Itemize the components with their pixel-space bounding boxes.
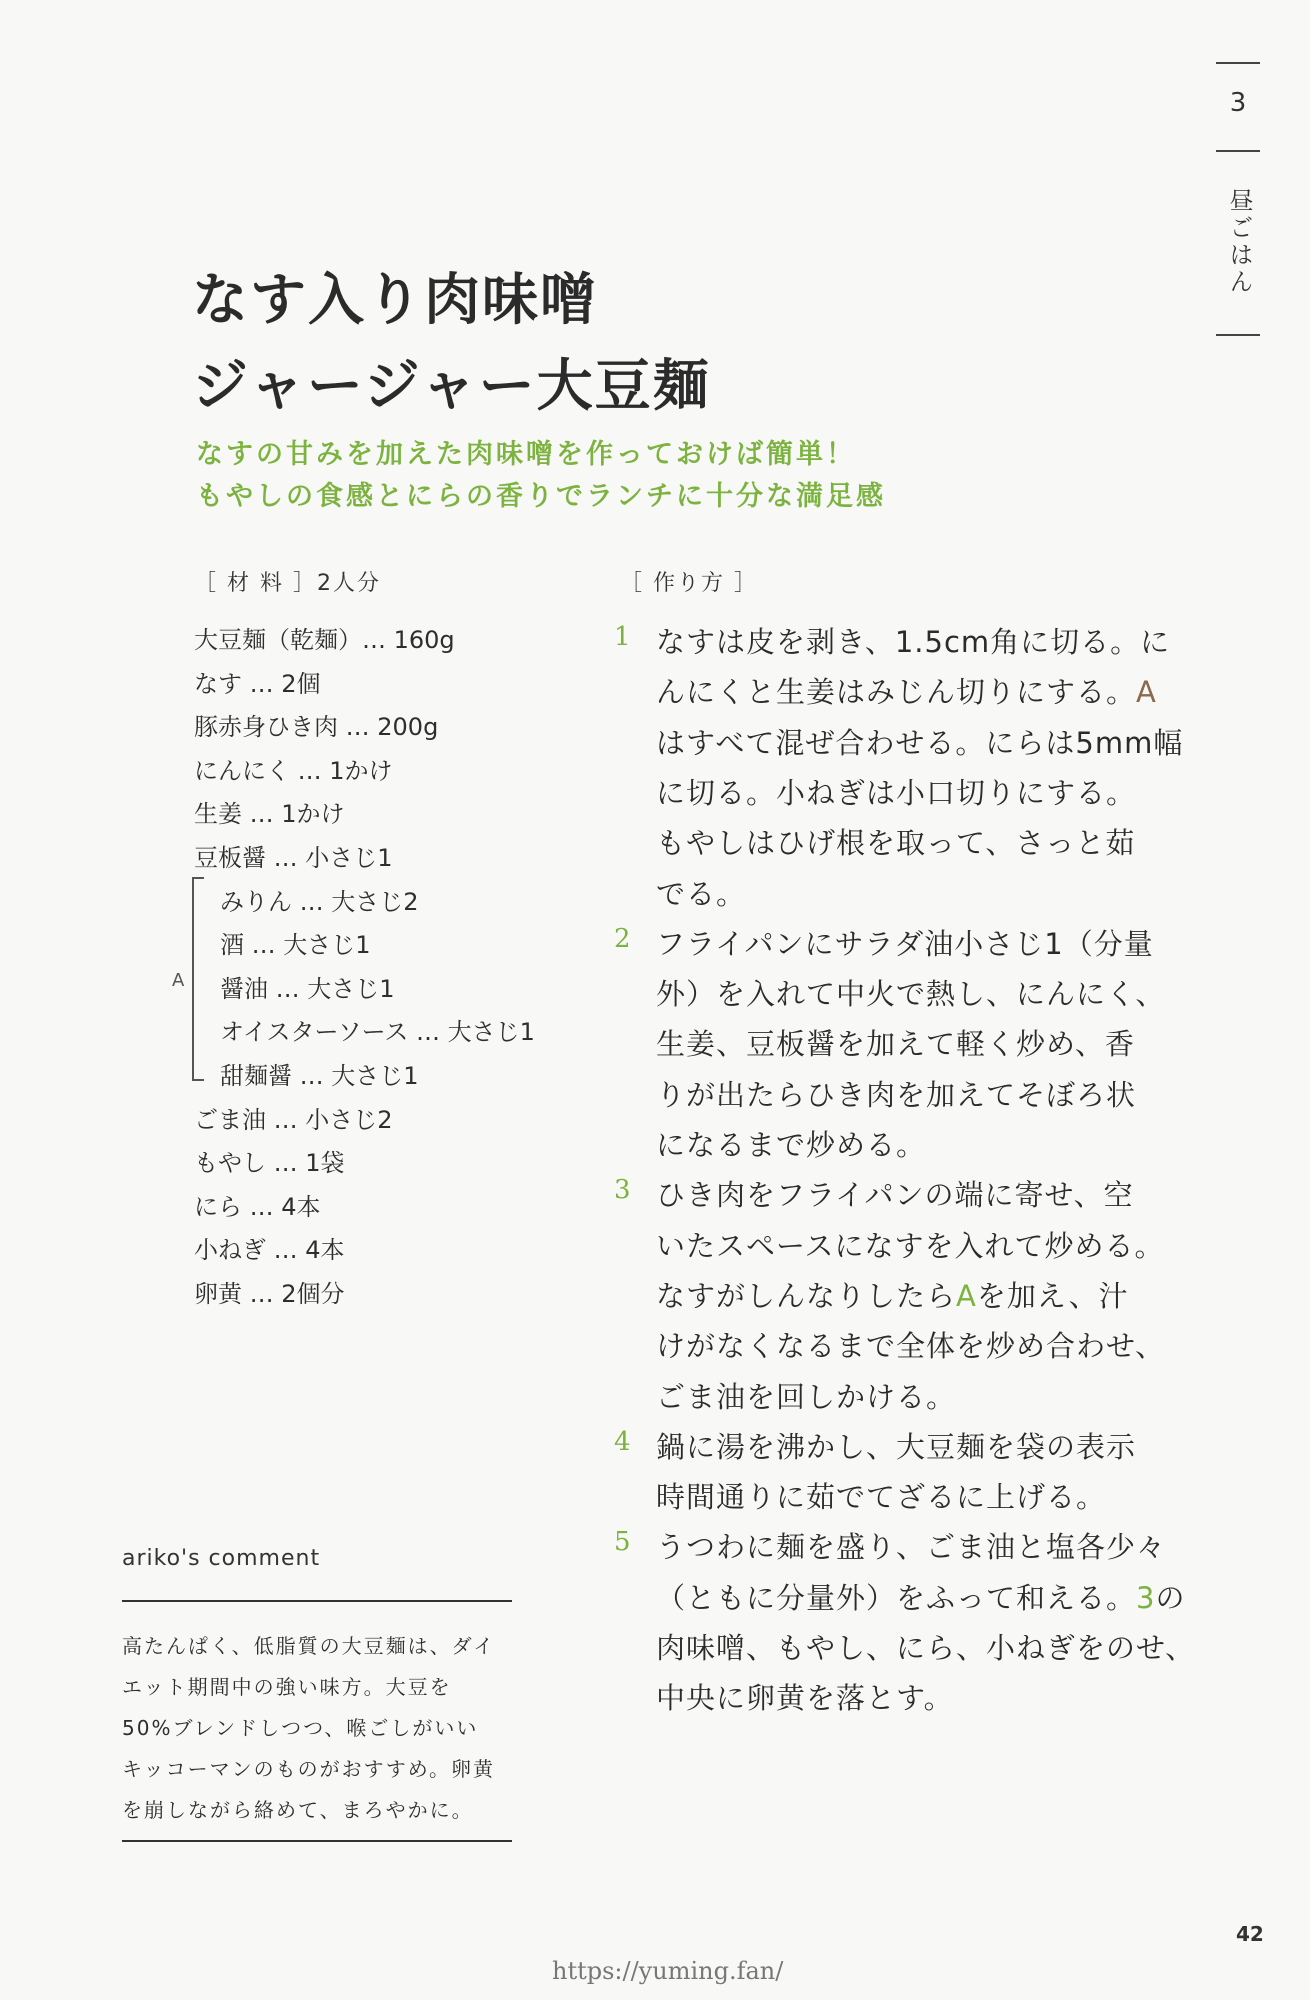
step-text-line: なすがしんなりしたらAを加え、汁 [656,1278,1129,1313]
step-text-line: 中央に卵黄を落とす。 [656,1681,954,1716]
step-text-line: りが出たらひき肉を加えてそぼろ状 [656,1077,1137,1112]
recipe-title-line-1: なす入り肉味噌 [192,268,598,333]
watermark-url: https://yuming.fan/ [552,1957,784,1985]
comment-line: を崩しながら絡めて、まろやかに。 [122,1798,474,1822]
chapter-label: 昼ごはん [1225,188,1253,296]
ingredient-item: 生姜 … 1かけ [194,800,345,829]
ingredients-heading: ［ 材 料 ］2人分 [194,571,381,596]
recipe-title-line-2: ジャージャー大豆麺 [192,354,711,419]
comment-line: 50%ブレンドしつつ、喉ごしがいい [122,1716,479,1740]
step-text-line: に切る。小ねぎは小口切りにする。 [656,775,1137,810]
ingredient-item: なす … 2個 [194,669,321,698]
step-text-line: ひき肉をフライパンの端に寄せ、空 [656,1178,1134,1213]
ingredient-item: 醤油 … 大さじ1 [220,974,395,1003]
chapter-rule-bottom [1216,334,1260,336]
chapter-rule-top [1216,62,1260,64]
comment-line: 高たんぱく、低脂質の大豆麺は、ダイ [122,1634,496,1658]
ingredient-item: 豚赤身ひき肉 … 200g [194,713,439,742]
comment-line: エット期間中の強い味方。大豆を [122,1675,452,1699]
comment-line: キッコーマンのものがおすすめ。卵黄 [122,1757,495,1781]
ingredient-item: 卵黄 … 2個分 [194,1280,345,1308]
step-text-line: いたスペースになすを入れて炒める。 [656,1228,1165,1263]
chapter-number: 3 [1229,88,1247,118]
step-number: 3 [614,1175,631,1206]
step-text-line: 肉味噌、もやし、にら、小ねぎをのせ、 [656,1631,1196,1665]
comment-title: ariko's comment [122,1546,321,1571]
chapter-rule-mid [1216,150,1260,152]
step-text-line: （ともに分量外）をふって和える。3の [656,1580,1186,1615]
step-number: 2 [614,923,631,954]
method-heading: ［ 作り方 ］ [620,571,758,596]
step-text-line: ごま油を回しかける。 [656,1379,957,1414]
step-text-line: 生姜、豆板醤を加えて軽く炒め、香 [656,1027,1135,1062]
step-text-line: になるまで炒める。 [656,1128,927,1162]
comment-rule-bottom [122,1840,512,1842]
lead-line-2: もやしの食感とにらの香りでランチに十分な満足感 [196,481,886,512]
ingredient-item: ごま油 … 小さじ2 [194,1105,393,1134]
step-text-line: 鍋に湯を沸かし、大豆麺を袋の表示 [656,1429,1137,1464]
step-text-line: うつわに麺を盛り、ごま油と塩各少々 [656,1530,1167,1565]
step-number: 4 [614,1426,631,1457]
ingredient-item: 豆板醤 … 小さじ1 [194,844,393,872]
step-text-line: なすは皮を剥き、1.5cm角に切る。に [656,625,1171,659]
step-text-line: もやしはひげ根を取って、さっと茹 [656,826,1136,861]
ingredient-item: オイスターソース … 大さじ1 [220,1018,535,1047]
step-text-line: 外）を入れて中火で熱し、にんにく、 [656,977,1166,1012]
step-text-line: はすべて混ぜ合わせる。にらは5mm幅 [656,725,1184,760]
step-text-line: んにくと生姜はみじん切りにする。A [656,675,1157,710]
step-text-line: けがなくなるまで全体を炒め合わせ、 [656,1329,1166,1364]
comment-rule-top [122,1600,512,1602]
ingredient-item: もやし … 1袋 [194,1149,345,1178]
step-text-line: フライパンにサラダ油小さじ1（分量 [656,926,1154,961]
group-a-bracket [192,877,204,1081]
step-number: 1 [614,622,631,652]
step-text-line: でる。 [656,876,747,911]
ingredient-item: みりん … 大さじ2 [220,887,419,916]
ingredient-item: 大豆麺（乾麺）… 160g [194,626,455,654]
ingredient-item: 甜麺醤 … 大さじ1 [220,1062,419,1090]
ingredient-item: 小ねぎ … 4本 [194,1236,345,1265]
ingredient-item: にんにく … 1かけ [194,756,393,785]
page-number: 42 [1236,1922,1264,1946]
step-number: 5 [614,1527,631,1558]
ingredient-item: にら … 4本 [194,1192,321,1221]
lead-line-1: なすの甘みを加えた肉味噌を作っておけば簡単！ [196,439,856,470]
ingredient-item: 酒 … 大さじ1 [220,931,371,960]
group-a-label: A [172,970,185,991]
step-text-line: 時間通りに茹でてざるに上げる。 [656,1480,1107,1515]
